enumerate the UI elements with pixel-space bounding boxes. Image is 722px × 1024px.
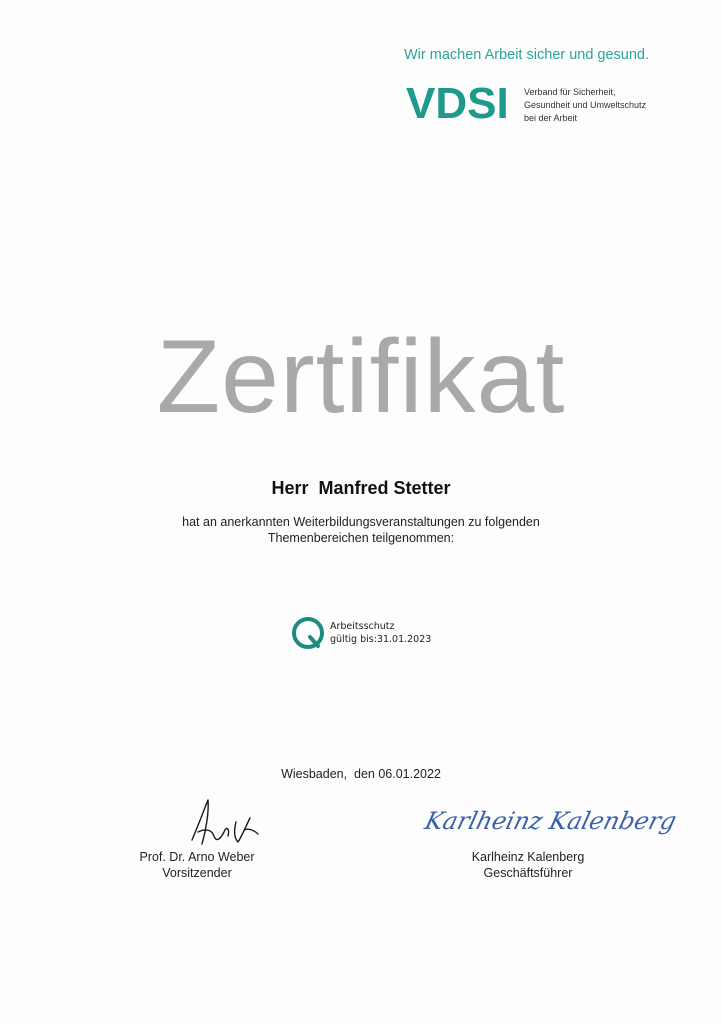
signatory-role: Geschäftsführer (483, 866, 573, 880)
slogan: Wir machen Arbeit sicher und gesund. (404, 47, 650, 63)
signature-right-image (422, 795, 680, 843)
place-and-date: Wiesbaden, den 06.01.2022 (281, 767, 441, 781)
signature-right (428, 849, 628, 881)
certificate-description (0, 514, 722, 546)
org-line: bei der Arbeit (524, 113, 578, 123)
signatory-name: Prof. Dr. Arno Weber (139, 850, 255, 864)
signatory-role: Vorsitzender (162, 866, 232, 880)
org-line: Gesundheit und Umweltschutz (524, 100, 647, 110)
logo-text: VDSI (406, 79, 509, 128)
signature-right-text: Karlheinz Kalenberg (422, 806, 680, 835)
organization-name (524, 86, 704, 125)
recipient-name: Herr Manfred Stetter (271, 478, 451, 498)
description-line: hat an anerkannten Weiterbildungsveranstaltungen zu folgenden (182, 515, 540, 529)
badge-validity: gültig bis:31.01.2023 (330, 634, 432, 645)
org-line: Verband für Sicherheit, (524, 87, 616, 97)
badge-text (330, 620, 431, 646)
badge-topic: Arbeitsschutz (330, 621, 395, 632)
signature-left-image (178, 796, 268, 852)
q-seal-icon (292, 617, 324, 649)
certificate-title: Zertifikat (156, 319, 566, 435)
signatory-name: Karlheinz Kalenberg (471, 850, 585, 864)
description-line: Themenbereichen teilgenommen: (267, 531, 455, 545)
signature-left (97, 849, 297, 881)
